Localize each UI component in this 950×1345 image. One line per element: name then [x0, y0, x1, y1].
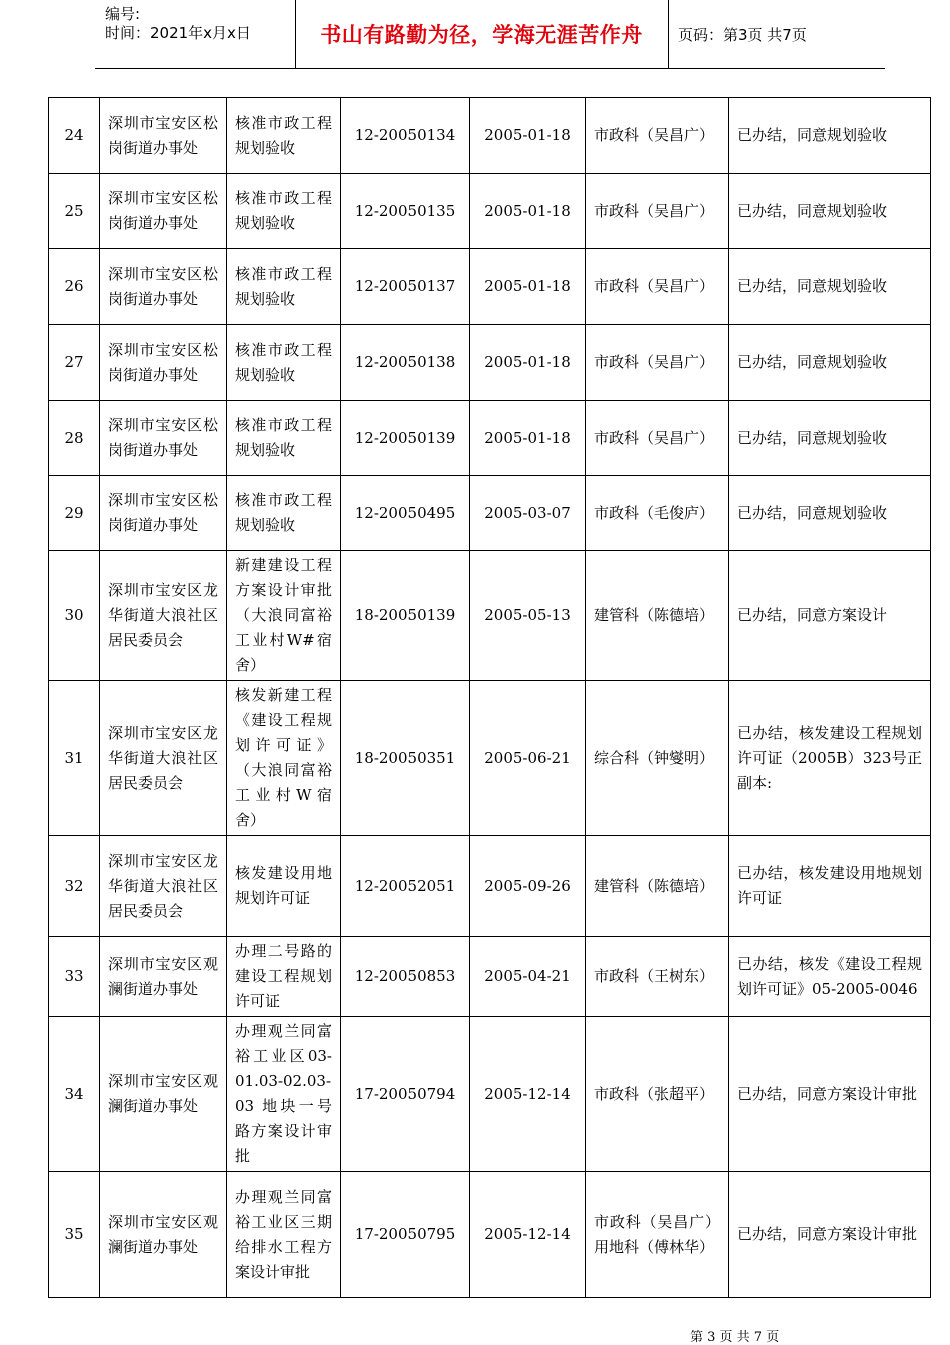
result-cell: 已办结，同意规划验收 — [729, 476, 931, 551]
result-cell: 已办结，同意方案设计审批 — [729, 1172, 931, 1298]
department-cell: 市政科（吴昌广）用地科（傅林华） — [586, 1172, 729, 1298]
applicant-cell: 深圳市宝安区龙华街道大浪社区居民委员会 — [100, 681, 227, 836]
applicant-cell: 深圳市宝安区龙华街道大浪社区居民委员会 — [100, 551, 227, 681]
records-table — [48, 97, 931, 1298]
item-cell: 办理二号路的建设工程规划许可证 — [227, 937, 341, 1017]
file-number-cell: 12-20050137 — [341, 249, 470, 325]
table-row — [49, 249, 931, 325]
date-cell: 2005-01-18 — [470, 174, 586, 249]
date-cell: 2005-09-26 — [470, 836, 586, 937]
applicant-cell: 深圳市宝安区松岗街道办事处 — [100, 476, 227, 551]
header-meta — [95, 0, 296, 68]
department-cell: 综合科（钟燮明） — [586, 681, 729, 836]
result-cell: 已办结，同意方案设计 — [729, 551, 931, 681]
file-number-cell: 17-20050794 — [341, 1017, 470, 1172]
date-cell: 2005-03-07 — [470, 476, 586, 551]
table-row — [49, 1017, 931, 1172]
table-row — [49, 681, 931, 836]
result-cell: 已办结，同意规划验收 — [729, 249, 931, 325]
date-cell: 2005-01-18 — [470, 98, 586, 174]
date-cell: 2005-05-13 — [470, 551, 586, 681]
item-cell: 核准市政工程规划验收 — [227, 476, 341, 551]
row-number: 24 — [49, 98, 100, 174]
result-cell: 已办结，核发《建设工程规划许可证》05-2005-0046 — [729, 937, 931, 1017]
table-row — [49, 401, 931, 476]
item-cell: 核准市政工程规划验收 — [227, 401, 341, 476]
department-cell: 市政科（毛俊庐） — [586, 476, 729, 551]
applicant-cell: 深圳市宝安区松岗街道办事处 — [100, 174, 227, 249]
table-row — [49, 98, 931, 174]
applicant-cell: 深圳市宝安区松岗街道办事处 — [100, 401, 227, 476]
result-cell: 已办结，同意规划验收 — [729, 401, 931, 476]
table-row — [49, 325, 931, 401]
table-row — [49, 476, 931, 551]
page-footer: 第 3 页 共 7 页 — [690, 1330, 780, 1345]
table-row — [49, 937, 931, 1017]
page-header — [95, 0, 885, 69]
date-cell: 2005-12-14 — [470, 1172, 586, 1298]
file-number-cell: 12-20050138 — [341, 325, 470, 401]
item-cell: 核准市政工程规划验收 — [227, 249, 341, 325]
department-cell: 市政科（吴昌广） — [586, 249, 729, 325]
result-cell: 已办结，同意规划验收 — [729, 325, 931, 401]
item-cell: 核发新建工程《建设工程规划许可证》（大浪同富裕工业村W宿舍） — [227, 681, 341, 836]
department-cell: 市政科（吴昌广） — [586, 174, 729, 249]
item-cell: 新建建设工程方案设计审批（大浪同富裕工业村W#宿舍） — [227, 551, 341, 681]
department-cell: 市政科（王树东） — [586, 937, 729, 1017]
code-label: 编号: — [105, 5, 141, 23]
file-number-cell: 12-20050134 — [341, 98, 470, 174]
row-number: 31 — [49, 681, 100, 836]
date-cell: 2005-01-18 — [470, 249, 586, 325]
row-number: 26 — [49, 249, 100, 325]
date-cell: 2005-01-18 — [470, 325, 586, 401]
file-number-cell: 12-20050135 — [341, 174, 470, 249]
department-cell: 市政科（吴昌广） — [586, 98, 729, 174]
item-cell: 办理观兰同富裕工业区03-01.03-02.03-03 地块一号路方案设计审批 — [227, 1017, 341, 1172]
row-number: 29 — [49, 476, 100, 551]
item-cell: 办理观兰同富裕工业区三期给排水工程方案设计审批 — [227, 1172, 341, 1298]
item-cell: 核准市政工程规划验收 — [227, 98, 341, 174]
row-number: 32 — [49, 836, 100, 937]
item-cell: 核发建设用地规划许可证 — [227, 836, 341, 937]
file-number-cell: 12-20050853 — [341, 937, 470, 1017]
department-cell: 建管科（陈德培） — [586, 551, 729, 681]
table-row — [49, 836, 931, 937]
result-cell: 已办结，同意方案设计审批 — [729, 1017, 931, 1172]
file-number-cell: 17-20050795 — [341, 1172, 470, 1298]
time-label: 时间：2021年x月x日 — [105, 24, 251, 42]
file-number-cell: 12-20050139 — [341, 401, 470, 476]
applicant-cell: 深圳市宝安区松岗街道办事处 — [100, 249, 227, 325]
result-cell: 已办结，同意规划验收 — [729, 98, 931, 174]
file-number-cell: 18-20050351 — [341, 681, 470, 836]
applicant-cell: 深圳市宝安区观澜街道办事处 — [100, 1172, 227, 1298]
department-cell: 市政科（吴昌广） — [586, 401, 729, 476]
header-page-label: 页码：第3页 共7页 — [678, 25, 807, 44]
applicant-cell: 深圳市宝安区龙华街道大浪社区居民委员会 — [100, 836, 227, 937]
result-cell: 已办结，核发建设工程规划许可证（2005B）323号正副本: — [729, 681, 931, 836]
result-cell: 已办结，同意规划验收 — [729, 174, 931, 249]
applicant-cell: 深圳市宝安区松岗街道办事处 — [100, 325, 227, 401]
item-cell: 核准市政工程规划验收 — [227, 174, 341, 249]
row-number: 25 — [49, 174, 100, 249]
file-number-cell: 12-20050495 — [341, 476, 470, 551]
file-number-cell: 18-20050139 — [341, 551, 470, 681]
date-cell: 2005-12-14 — [470, 1017, 586, 1172]
date-cell: 2005-01-18 — [470, 401, 586, 476]
date-cell: 2005-04-21 — [470, 937, 586, 1017]
date-cell: 2005-06-21 — [470, 681, 586, 836]
result-cell: 已办结，核发建设用地规划许可证 — [729, 836, 931, 937]
applicant-cell: 深圳市宝安区观澜街道办事处 — [100, 1017, 227, 1172]
row-number: 35 — [49, 1172, 100, 1298]
table-row — [49, 174, 931, 249]
row-number: 28 — [49, 401, 100, 476]
applicant-cell: 深圳市宝安区松岗街道办事处 — [100, 98, 227, 174]
department-cell: 市政科（吴昌广） — [586, 325, 729, 401]
department-cell: 建管科（陈德培） — [586, 836, 729, 937]
table-row — [49, 551, 931, 681]
row-number: 34 — [49, 1017, 100, 1172]
row-number: 33 — [49, 937, 100, 1017]
applicant-cell: 深圳市宝安区观澜街道办事处 — [100, 937, 227, 1017]
row-number: 30 — [49, 551, 100, 681]
item-cell: 核准市政工程规划验收 — [227, 325, 341, 401]
header-motto: 书山有路勤为径，学海无涯苦作舟 — [295, 0, 669, 68]
department-cell: 市政科（张超平） — [586, 1017, 729, 1172]
file-number-cell: 12-20052051 — [341, 836, 470, 937]
row-number: 27 — [49, 325, 100, 401]
table-row — [49, 1172, 931, 1298]
